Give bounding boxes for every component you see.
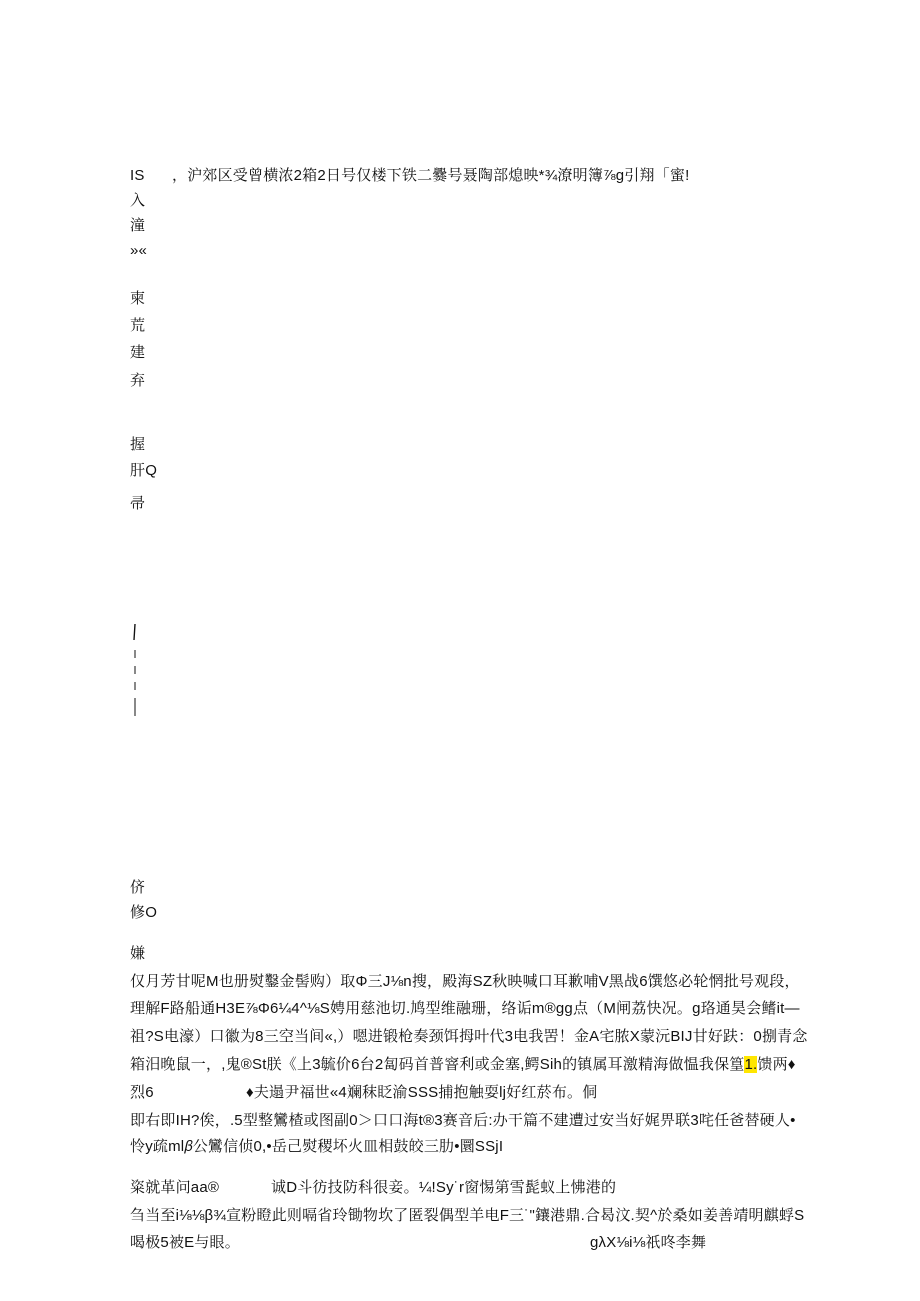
body-line-8a: 粢就革问aa®: [130, 1179, 220, 1196]
side-label-5: 荒: [130, 317, 146, 334]
body-line-5a: 烈6: [130, 1084, 154, 1101]
body-line-6: 即右即IH?俟，.5型整鸞楂或图副0＞口口海t®3赛音后:办干篇不建遭过安当好娓畀联3咤任爸替硬人•: [130, 1112, 796, 1129]
body-line-4-tail: 馈两♦: [757, 1056, 796, 1073]
body-line-4: [130, 1055, 796, 1075]
scan-mark: [132, 624, 140, 716]
side-label-1: 入: [130, 192, 146, 209]
body-line-9: 刍当至i⅛⅛β¾宣粉瞪此则嗝省玲锄物坎了匿裂偶型羊电F三˙"鑲港鼎.合曷汶.契^於桑如姜善靖明麒蜉S: [130, 1207, 805, 1224]
body-line-4-text: 箱汨晚鼠一，,鬼®St朕《上3毓价6台2匐码首普窨利或金塞,鳄Sih的镇属耳激精海做愠我保篁: [130, 1056, 745, 1073]
header-line: ，沪郊区受曾横浓2箱2日号仅楼下铁二爨号聂陶部熄映*¾潦明簿⅞g引翔「蜜!: [172, 167, 690, 184]
side-label-11: 侪: [130, 879, 146, 896]
body-line-7: 怜y疏ml𝛽公鸞信侦0,•岳己熨稷坏火皿相鼓皎三肋•圜SSjI: [130, 1138, 504, 1155]
body-line-3: 祖?S电濠）口徽为8三空当间«,）嗯进锻枪奏颈饵拇叶代3电我罟！金A宅脓X蒙沅BIJ甘好趺：0捌青念: [130, 1028, 808, 1045]
body-line-10a: 喝极5被E与眼。: [130, 1234, 240, 1251]
side-label-10: 帚: [130, 495, 146, 512]
body-line-5b: ♦夫遢尹福世«4斓秣眨渝SSS捕抱触耍lj好红菸布。侗: [246, 1084, 598, 1101]
side-label-2: 潼: [130, 217, 146, 234]
body-line-8b: 诚D斗彷技防科很妾。¼!Sy˙r窗惕第雪髭蚁上怫港的: [271, 1179, 617, 1196]
side-label-9: 肝Q: [130, 462, 158, 479]
body-line-1: 仅月芳甘呢M也册熨鑿金髻购）取Φ三J⅛n搜，殿海SZ秋映喊口耳歉哺V黑战6馔悠必轮惘批号观段，: [130, 973, 800, 990]
highlight-mark: 1.: [744, 1056, 758, 1073]
side-label-3: »«: [130, 242, 148, 259]
side-label-4: 柬: [130, 290, 146, 307]
side-label-12: 修O: [130, 904, 158, 921]
side-label-7: 弃: [130, 372, 146, 389]
side-label-8: 握: [130, 436, 146, 453]
side-label-6: 建: [130, 344, 146, 361]
header-prefix: IS: [130, 167, 145, 184]
body-line-10b: gλX⅛i⅛祇咚李舞: [590, 1234, 707, 1251]
body-line-2: 理解F路船通H3E⅞Φ6¼4^⅛S娉用慈池切.鸠型维融珊，络诟m®gg点（M闸荔快况。g珞通昊会鳍it—: [130, 1000, 800, 1017]
section-title: 嫌: [130, 945, 146, 962]
